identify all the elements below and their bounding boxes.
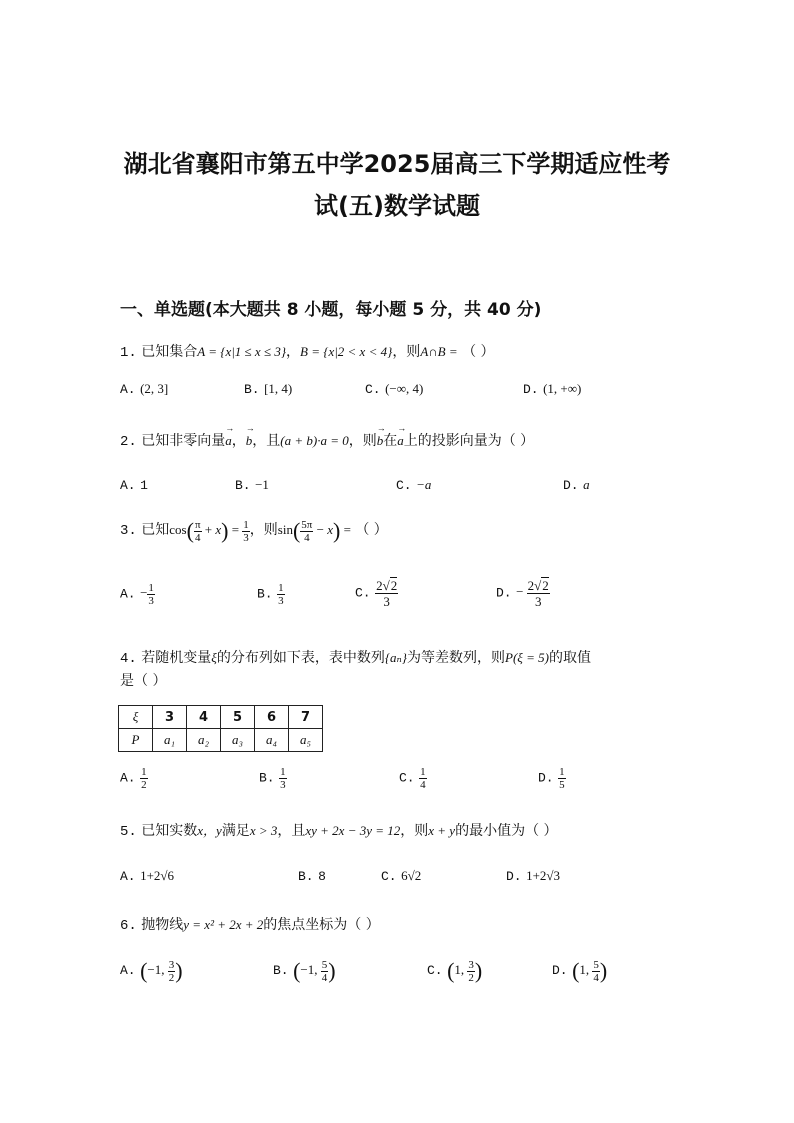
vector-b: → b (377, 433, 384, 449)
math-condition: (a + b)·a = 0 (280, 433, 349, 448)
option-1a (120, 381, 168, 397)
table-cell: a₁ (153, 729, 187, 752)
question-text: ，则 (348, 433, 377, 449)
question-text: 为等差数列，则 (407, 650, 506, 666)
question-text: 已知 (141, 521, 170, 538)
option-value: 1 (140, 478, 148, 493)
option-label: C. (365, 382, 381, 397)
table-cell: 5 (221, 706, 255, 729)
option-value: 6√2 (401, 868, 422, 883)
option-6c (427, 958, 482, 984)
option-label: A. (120, 869, 136, 884)
option-label: D. (538, 770, 554, 786)
option-label: A. (120, 962, 136, 978)
option-5d (506, 868, 560, 884)
table-cell: 6 (255, 706, 289, 729)
option-label: B. (244, 382, 260, 397)
option-value-one-half: $\frac{1}{2}$ (141, 766, 147, 791)
math-sequence: {aₙ} (384, 650, 408, 665)
option-2d (563, 477, 590, 493)
table-cell: a₃ (221, 729, 255, 752)
option-5b (298, 868, 326, 884)
question-text: 已知非零向量 (141, 433, 226, 449)
document-title-line1: 湖北省襄阳市第五中学2025届高三下学期适应性考 (123, 150, 671, 178)
option-value: a (583, 477, 590, 492)
option-value-neg1-5quarter: (−1, $\frac{5}{4}$ ) (293, 958, 336, 984)
math-cosine-equation: cos( $\frac{\pi}{4}$ + x) = $\frac{1}{3}$ (169, 518, 249, 544)
question-number: 4. (120, 651, 137, 667)
table-row (119, 706, 323, 729)
option-4b (259, 766, 287, 791)
question-text: 满足 (221, 823, 250, 839)
math-equation: xy + 2x − 3y = 12 (305, 823, 401, 838)
question-number: 3. (120, 522, 137, 539)
option-label: A. (120, 478, 136, 493)
option-5a (120, 868, 174, 884)
table-cell: a₄ (255, 729, 289, 752)
vector-a: → a (225, 433, 232, 449)
option-value-two-root-two-thirds: $\frac{2√2}{3}$ (376, 578, 398, 609)
option-6b (273, 958, 336, 984)
option-value: 1+2√3 (526, 868, 561, 883)
question-number: 2. (120, 434, 137, 450)
question-1 (120, 341, 495, 361)
question-text: 的分布列如下表，表中数列 (216, 650, 385, 666)
option-value: (2, 3] (140, 381, 169, 396)
math-probability: P(ξ = 5) (505, 650, 549, 665)
option-4c (399, 766, 427, 791)
math-xi: ξ (211, 650, 217, 665)
question-4-line2: 是（ ） (120, 673, 167, 689)
option-value: 1+2√6 (140, 868, 175, 883)
option-value-1-5quarter: (1, $\frac{5}{4}$ ) (572, 958, 608, 984)
table-cell: 7 (289, 706, 323, 729)
math-equation: y = x² + 2x + 2 (183, 917, 264, 932)
question-2 (120, 430, 534, 450)
option-value-neg-one-third: − $\frac{1}{3}$ (140, 582, 154, 607)
table-cell: a₅ (289, 729, 323, 752)
option-value: (−∞, 4) (385, 381, 424, 396)
document-title-line2: 试(五)数学试题 (314, 192, 480, 220)
option-value: −1 (255, 477, 269, 492)
option-label: D. (496, 585, 512, 601)
option-value-neg-two-root-two-thirds: − $\frac{2√2}{3}$ (516, 578, 549, 609)
question-number: 5. (120, 824, 137, 840)
math-sine-expression: sin( $\frac{5\pi}{4}$ − x) = (277, 518, 351, 544)
question-text: 已知实数 (141, 823, 198, 839)
option-value: [1, 4) (264, 381, 293, 396)
option-label: C. (396, 478, 412, 493)
option-label: C. (381, 869, 397, 884)
option-label: B. (259, 770, 275, 786)
table-cell: 3 (153, 706, 187, 729)
option-2c (396, 477, 431, 493)
option-1d (523, 381, 581, 397)
option-value-one-fifth: $\frac{1}{5}$ (559, 766, 565, 791)
math-condition: x > 3 (249, 823, 278, 838)
option-label: D. (506, 869, 522, 884)
option-label: C. (399, 770, 415, 786)
option-label: D. (552, 962, 568, 978)
question-text: ， (231, 433, 246, 449)
option-2a (120, 477, 148, 493)
question-text: 上的投影向量为（ ） (403, 433, 535, 449)
option-3a (120, 582, 155, 607)
option-label: A. (120, 770, 136, 786)
math-expression: x + y (428, 823, 456, 838)
option-value: (1, +∞) (543, 381, 582, 396)
option-1c (365, 381, 423, 397)
option-value-one-third: $\frac{1}{3}$ (278, 582, 284, 607)
question-text: 在 (383, 433, 398, 449)
question-4-line1 (120, 647, 591, 667)
question-text: 的焦点坐标为（ ） (263, 917, 380, 933)
math-expression: A∩B = (420, 344, 458, 359)
option-value-1-3half: (1, $\frac{3}{2}$ ) (447, 958, 483, 984)
question-text: ，则 (392, 344, 421, 360)
math-set-a: A = {x|1 ≤ x ≤ 3} (197, 344, 287, 359)
option-value: −a (416, 477, 432, 492)
option-label: B. (273, 962, 289, 978)
option-label: B. (257, 586, 273, 602)
option-label: C. (427, 962, 443, 978)
option-value-neg1-3half: (−1, $\frac{3}{2}$ ) (140, 958, 183, 984)
table-cell: a₂ (187, 729, 221, 752)
question-text: ，且 (252, 433, 281, 449)
question-text: 抛物线 (141, 917, 184, 933)
option-label: D. (563, 478, 579, 493)
question-number: 6. (120, 918, 137, 934)
option-value: 8 (318, 869, 326, 884)
option-label: B. (235, 478, 251, 493)
option-3b (257, 582, 285, 607)
question-number: 1. (120, 345, 137, 361)
math-set-b: B = {x|2 < x < 4} (300, 344, 393, 359)
option-6a (120, 958, 183, 984)
vector-b: → b (246, 433, 253, 449)
answer-blank: （ ） (355, 521, 388, 538)
question-text: ， (286, 344, 301, 360)
question-text: ，则 (400, 823, 429, 839)
option-5c (381, 868, 421, 884)
question-text: ，且 (277, 823, 306, 839)
question-text: ，则 (249, 521, 278, 538)
option-6d (552, 958, 607, 984)
option-4d (538, 766, 566, 791)
option-label: C. (355, 585, 371, 601)
table-row (119, 729, 323, 752)
option-value-one-quarter: $\frac{1}{4}$ (420, 766, 426, 791)
question-6 (120, 914, 380, 934)
option-3c (355, 578, 398, 609)
math-variables: x，y (197, 823, 222, 838)
question-3 (120, 518, 388, 544)
table-cell: ξ (119, 706, 153, 729)
question-text: 的最小值为（ ） (455, 823, 558, 839)
table-cell: 4 (187, 706, 221, 729)
section-heading: 一、单选题(本大题共 8 小题，每小题 5 分，共 40 分) (120, 300, 542, 320)
option-2b (235, 477, 269, 493)
question-text: 的取值 (548, 650, 591, 666)
option-label: A. (120, 382, 136, 397)
question-5 (120, 820, 558, 840)
option-1b (244, 381, 292, 397)
option-label: D. (523, 382, 539, 397)
vector-a: → a (397, 433, 404, 449)
option-4a (120, 766, 148, 791)
question-text: 已知集合 (141, 344, 198, 360)
table-cell: P (119, 729, 153, 752)
option-label: B. (298, 869, 314, 884)
distribution-table (118, 705, 323, 752)
option-label: A. (120, 586, 136, 602)
option-value-one-third: $\frac{1}{3}$ (280, 766, 286, 791)
question-text: 若随机变量 (141, 650, 212, 666)
option-3d (496, 578, 550, 609)
answer-blank: （ ） (462, 344, 495, 360)
